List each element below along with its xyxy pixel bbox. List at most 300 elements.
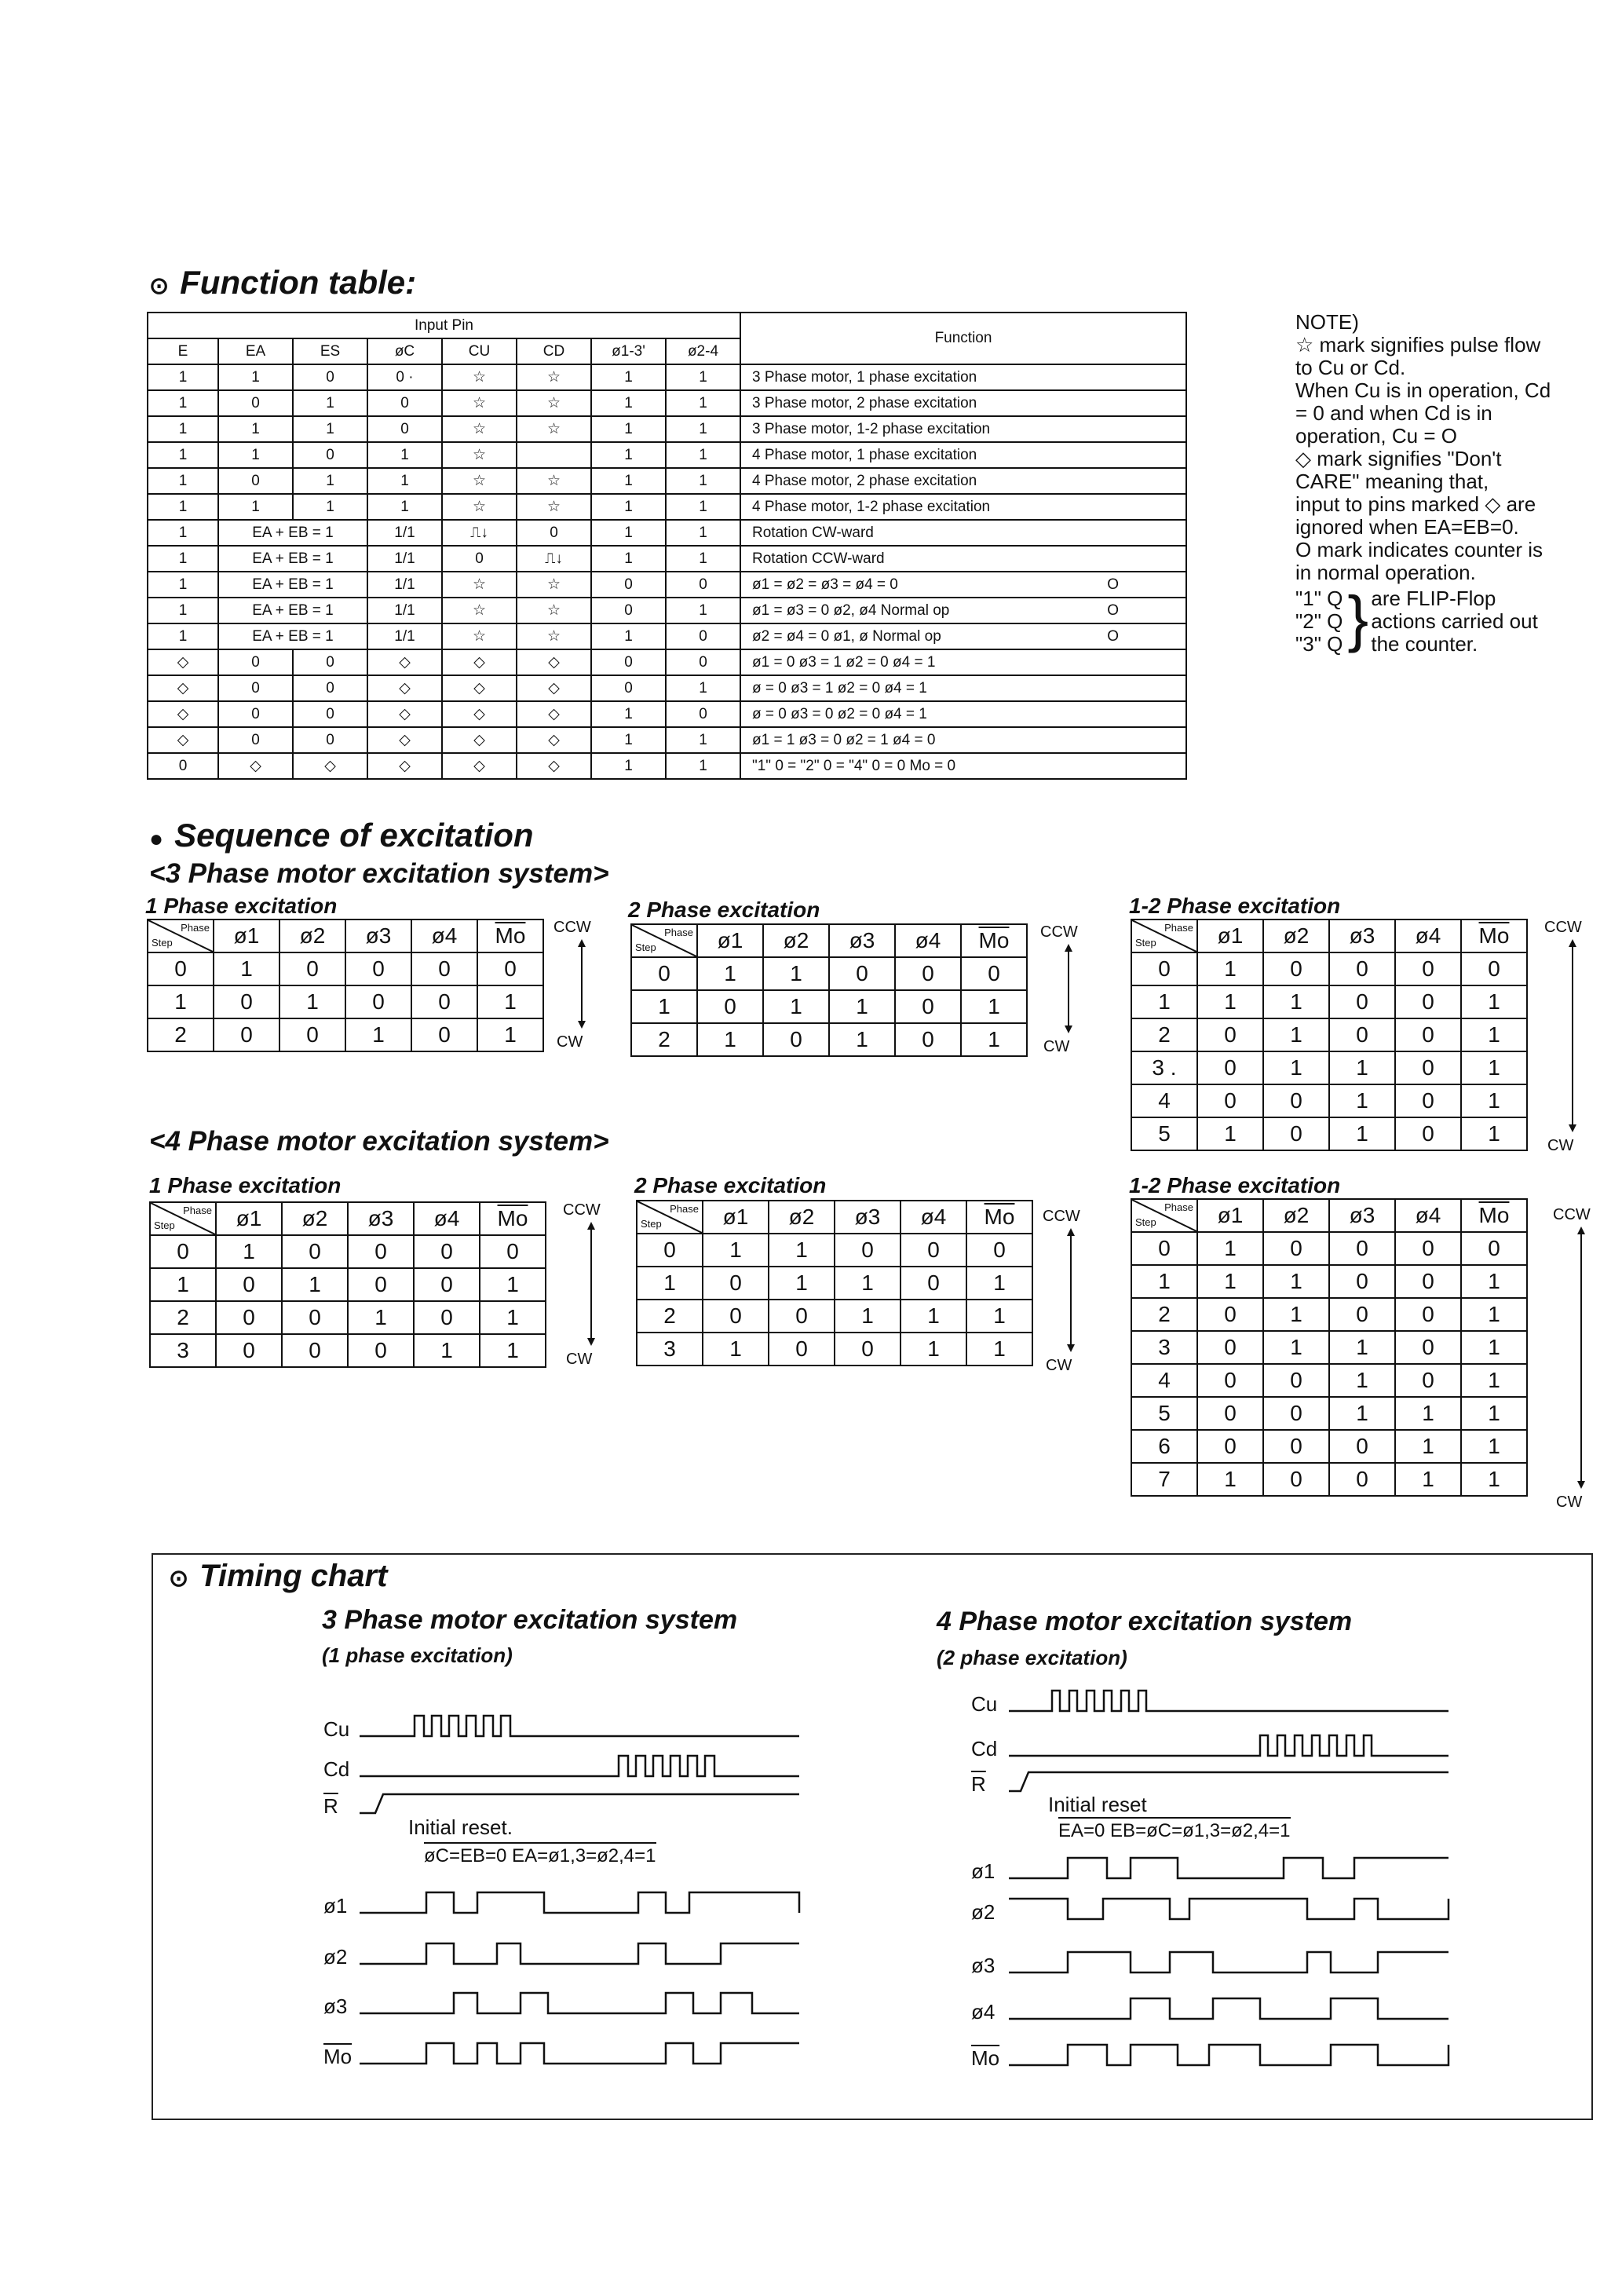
table-row [148, 442, 1186, 468]
table-cell [517, 442, 591, 468]
table-cell: 0 [1395, 1232, 1461, 1265]
table-cell: 1 [279, 985, 345, 1018]
table-cell: 0 [1131, 1232, 1197, 1265]
table-cell: 0 [901, 1267, 966, 1300]
phase-col-header: ø2 [1263, 919, 1329, 952]
table-cell: 1 [1461, 1364, 1527, 1397]
phase-label: Phase [664, 927, 693, 938]
waveform [360, 1709, 909, 1741]
table-cell: 1 [148, 442, 218, 468]
table-cell: 1 [150, 1268, 216, 1301]
direction-indicator [1553, 1206, 1616, 1517]
table-cell: EA + EB = 1 [218, 598, 367, 623]
table-cell: ◇ [148, 727, 218, 753]
table-cell: 0 [517, 520, 591, 546]
waveform-line [1009, 1998, 1448, 2019]
function-cell [740, 727, 1186, 753]
waveform [1009, 1729, 1558, 1760]
table-cell: 0 [279, 1018, 345, 1051]
table-cell: EA + EB = 1 [218, 520, 367, 546]
table-cell: 0 [414, 1268, 480, 1301]
table-row [150, 1235, 546, 1268]
table-cell: ◇ [367, 649, 442, 675]
phase-col-header: ø3 [835, 1201, 901, 1234]
table-cell: 0 [411, 985, 477, 1018]
table-cell: 0 [1197, 1364, 1263, 1397]
table-cell: 0 [1395, 1364, 1461, 1397]
table-cell: 0 [1197, 1397, 1263, 1430]
table-row [148, 364, 1186, 390]
table-row [631, 1023, 1027, 1056]
phase-col-header: ø2 [279, 919, 345, 952]
table-row [637, 1333, 1032, 1366]
table-cell: 0 [1395, 1018, 1461, 1051]
waveform-line [360, 1993, 799, 2013]
table-cell: 0 [763, 1023, 829, 1056]
note-q-text: are FLIP-Flop [1371, 587, 1496, 610]
table-cell: 1 [1461, 1430, 1527, 1463]
table-cell: 0 [591, 572, 666, 598]
function-cell [740, 520, 1186, 546]
table-cell: 1 [703, 1234, 769, 1267]
table-cell: ☆ [442, 494, 517, 520]
function-cell [740, 468, 1186, 494]
timing-right-sub: (2 phase excitation) [937, 1646, 1127, 1669]
table-cell: 0 [1263, 1463, 1329, 1496]
table-cell: ◇ [517, 649, 591, 675]
function-text: 3 Phase motor, 1 phase excitation [752, 368, 977, 386]
table-row [148, 675, 1186, 701]
table-cell: 1 [1131, 1265, 1197, 1298]
table-cell: 1 [148, 468, 218, 494]
table-cell: ◇ [442, 753, 517, 779]
table-cell: 1 [293, 468, 367, 494]
bullet-icon: ● [149, 826, 164, 852]
table-cell: 0 [480, 1235, 546, 1268]
waveform-line [360, 1943, 799, 1964]
phase-col-header: $\overline{Mo}$ [1461, 919, 1527, 952]
note-q-group [1295, 583, 1609, 656]
table-row [148, 952, 543, 985]
table-cell: 1 [1197, 1265, 1263, 1298]
step-label: Step [152, 937, 173, 949]
excitation-table [149, 1201, 546, 1368]
table-cell: 1 [1263, 1331, 1329, 1364]
table-cell: 0 [637, 1234, 703, 1267]
table-row [637, 1267, 1032, 1300]
table-cell: EA + EB = 1 [218, 546, 367, 572]
table-cell: 1 [1461, 1265, 1527, 1298]
table-cell: 1 [901, 1300, 966, 1333]
function-text: 3 Phase motor, 1-2 phase excitation [752, 420, 991, 437]
signal-label: ø3 [323, 1994, 348, 2018]
table-cell: 6 [1131, 1430, 1197, 1463]
signal-label: ø1 [971, 1859, 995, 1883]
phase-step-corner [148, 919, 214, 952]
table-cell: 3 . [1131, 1051, 1197, 1084]
table-cell: ◇ [148, 675, 218, 701]
function-text: ø1 = 1 ø3 = 0 ø2 = 1 ø4 = 0 [752, 731, 936, 748]
table-cell: 1 [666, 416, 740, 442]
waveform [360, 2037, 909, 2068]
table-cell: 1 [1461, 1397, 1527, 1430]
phase-col-header: ø4 [901, 1201, 966, 1234]
table-cell: 1 [966, 1333, 1032, 1366]
table-cell: 1 [901, 1333, 966, 1366]
function-cell [740, 364, 1186, 390]
table-cell: 1 [1461, 1051, 1527, 1084]
table-cell: 1 [591, 494, 666, 520]
waveform [1009, 1946, 1558, 1977]
phase-col-header: $\overline{Mo}$ [966, 1201, 1032, 1234]
table-cell: 1 [835, 1300, 901, 1333]
table-cell: 1 [703, 1333, 769, 1366]
table-cell: 1 [1263, 1051, 1329, 1084]
table-row [148, 985, 543, 1018]
function-cell [740, 494, 1186, 520]
timing-chart-box [152, 1553, 1593, 2120]
table-cell: 1 [1461, 1018, 1527, 1051]
table-cell: 0 [1329, 1018, 1395, 1051]
table-cell: 1 [148, 985, 214, 1018]
cw-label: CW [1547, 1137, 1574, 1154]
ccw-label: CCW [1040, 923, 1078, 941]
table-cell: 1 [666, 390, 740, 416]
phase-col-header: ø2 [769, 1201, 835, 1234]
table-cell: 1 [348, 1301, 414, 1334]
table-cell: 0 [218, 675, 293, 701]
table-cell: 1 [631, 990, 697, 1023]
table-cell: 0 [1263, 1084, 1329, 1117]
table-cell: 1 [218, 494, 293, 520]
table-cell: 1 [148, 572, 218, 598]
table-cell: ◇ [218, 753, 293, 779]
table-cell: 7 [1131, 1463, 1197, 1496]
table-cell: 1 [148, 623, 218, 649]
table-cell: 1 [763, 957, 829, 990]
phase-col-header: ø4 [414, 1202, 480, 1235]
table-cell: 1 [367, 468, 442, 494]
table-cell: 1 [666, 468, 740, 494]
table-row [1131, 1265, 1527, 1298]
table-cell: 0 [218, 468, 293, 494]
table-cell: 1 [1461, 1084, 1527, 1117]
signal-label: ø3 [971, 1954, 995, 1977]
table-cell: 1 [367, 442, 442, 468]
table-cell: 1 [367, 494, 442, 520]
bullet-icon: ⊙ [149, 273, 170, 299]
table-cell: ◇ [517, 753, 591, 779]
table-cell: 0 [1197, 1298, 1263, 1331]
function-table-title: ⊙ Function table: [149, 264, 417, 301]
note-line: to Cu or Cd. [1295, 356, 1406, 379]
signal-label: Cu [323, 1717, 350, 1741]
ccw-label: CCW [1043, 1208, 1080, 1225]
table-cell: ◇ [517, 675, 591, 701]
function-table-body [148, 364, 1186, 779]
reset-label: Initial reset. [408, 1815, 513, 1839]
table-cell: 1 [1461, 1117, 1527, 1150]
table-cell: 4 [1131, 1084, 1197, 1117]
ccw-label: CCW [553, 919, 591, 936]
col-header: E [148, 338, 218, 364]
bullet-icon: ⊙ [169, 1566, 189, 1592]
table-cell: 0 [666, 649, 740, 675]
table-cell: 0 [591, 675, 666, 701]
phase-col-header: ø1 [703, 1201, 769, 1234]
table-cell: 0 [1395, 1117, 1461, 1150]
table-cell: 0 [218, 727, 293, 753]
double-arrow-icon [583, 1222, 599, 1346]
table-row [1131, 952, 1527, 985]
col-header: CD [517, 338, 591, 364]
sys4-title: <4 Phase motor excitation system> [149, 1126, 609, 1157]
phase-step-corner [1131, 1199, 1197, 1232]
waveform [1009, 1852, 1558, 1883]
col-header: ES [293, 338, 367, 364]
double-arrow-icon [574, 939, 590, 1029]
table-cell: 0 [895, 957, 961, 990]
table-cell: 0 [1197, 1430, 1263, 1463]
phase-col-header: ø3 [1329, 919, 1395, 952]
table-row [148, 520, 1186, 546]
table-row [1131, 1331, 1527, 1364]
col-header: CU [442, 338, 517, 364]
cw-label: CW [1556, 1493, 1583, 1511]
signal-label: Cd [971, 1737, 998, 1760]
step-label: Step [154, 1219, 175, 1231]
timing-left-sub: (1 phase excitation) [322, 1643, 513, 1667]
function-text: 4 Phase motor, 2 phase excitation [752, 472, 977, 489]
table-cell: 1 [148, 364, 218, 390]
table-cell: 1 [835, 1267, 901, 1300]
excitation-caption: 2 Phase excitation [628, 898, 820, 922]
table-cell: 1 [829, 990, 895, 1023]
waveform [360, 1786, 909, 1818]
excitation-caption: 2 Phase excitation [634, 1173, 827, 1197]
table-cell: 1 [282, 1268, 348, 1301]
phase-col-header: $\overline{Mo}$ [480, 1202, 546, 1235]
table-cell: 0 [414, 1301, 480, 1334]
table-cell: 1 [1197, 1232, 1263, 1265]
table-row [1131, 1018, 1527, 1051]
table-cell: 1 [148, 416, 218, 442]
table-cell: ◇ [367, 753, 442, 779]
table-cell: ◇ [442, 701, 517, 727]
table-row [148, 598, 1186, 623]
phase-col-header: ø1 [1197, 1199, 1263, 1232]
table-cell: 1 [148, 390, 218, 416]
table-cell: 0 [345, 952, 411, 985]
function-cell [740, 442, 1186, 468]
table-row [148, 546, 1186, 572]
table-cell: 0 [1329, 1430, 1395, 1463]
table-cell: 0 [293, 364, 367, 390]
note-q-label: "1" Q [1295, 587, 1343, 610]
function-header: Function [740, 313, 1186, 364]
table-row [148, 416, 1186, 442]
excitation-caption: 1-2 Phase excitation [1129, 894, 1341, 918]
table-cell: ◇ [517, 701, 591, 727]
phase-col-header: ø3 [348, 1202, 414, 1235]
function-cell [740, 753, 1186, 779]
table-cell: 0 [1395, 1051, 1461, 1084]
table-cell: ◇ [442, 727, 517, 753]
excitation-header-row [1131, 919, 1527, 952]
table-cell: ☆ [517, 598, 591, 623]
table-cell: ☆ [517, 416, 591, 442]
cw-label: CW [557, 1033, 583, 1051]
table-cell: 1 [591, 623, 666, 649]
table-row [1131, 1397, 1527, 1430]
step-label: Step [1135, 937, 1156, 949]
table-cell: 1 [148, 598, 218, 623]
note-q-label: "2" Q [1295, 609, 1343, 633]
waveform-line [1009, 1735, 1448, 1756]
table-cell: 0 [961, 957, 1027, 990]
table-cell: 0 [1461, 1232, 1527, 1265]
table-cell: 0 [1329, 1463, 1395, 1496]
table-cell: 1 [1329, 1084, 1395, 1117]
table-row [1131, 1232, 1527, 1265]
table-cell: 0 [769, 1333, 835, 1366]
table-cell: ☆ [517, 623, 591, 649]
table-cell: 0 [895, 1023, 961, 1056]
table-cell: 0 [282, 1301, 348, 1334]
waveform-line [360, 1756, 799, 1776]
reset-equation: EA=0 EB=øC=ø1,3=ø2,4=1 [1058, 1817, 1291, 1842]
table-cell: ☆ [442, 442, 517, 468]
table-row [631, 957, 1027, 990]
table-cell: 1 [148, 494, 218, 520]
ccw-label: CCW [1553, 1206, 1591, 1223]
phase-step-corner [637, 1201, 703, 1234]
waveform [1009, 1684, 1558, 1716]
table-row [148, 623, 1186, 649]
waveform-line [1009, 2045, 1448, 2065]
note-line: NOTE) [1295, 310, 1359, 334]
table-cell: ☆ [517, 494, 591, 520]
table-cell: 0 [703, 1300, 769, 1333]
note-line: ☆ mark signifies pulse flow [1295, 333, 1541, 356]
table-cell: 1 [697, 1023, 763, 1056]
note-line: input to pins marked ◇ are [1295, 492, 1536, 516]
table-cell: ☆ [442, 390, 517, 416]
table-cell: 0 [1263, 1397, 1329, 1430]
waveform [1009, 1892, 1558, 1924]
table-cell: 1 [1131, 985, 1197, 1018]
input-pin-header: Input Pin [148, 313, 740, 338]
table-cell: 2 [637, 1300, 703, 1333]
table-cell: 1 [216, 1235, 282, 1268]
phase-label: Phase [1164, 1201, 1193, 1213]
table-cell: ☆ [442, 572, 517, 598]
table-cell: 1 [1461, 1298, 1527, 1331]
function-text: ø = 0 ø3 = 1 ø2 = 0 ø4 = 1 [752, 679, 927, 696]
table-cell: 0 [214, 985, 279, 1018]
table-cell: 1 [697, 957, 763, 990]
table-cell: 0 [703, 1267, 769, 1300]
table-cell: 0 [348, 1334, 414, 1367]
cw-label: CW [1043, 1038, 1070, 1055]
normal-op-mark: O [1107, 627, 1119, 645]
table-cell: 0 [1329, 1298, 1395, 1331]
waveform-line [360, 1892, 799, 1913]
table-cell: 1 [293, 494, 367, 520]
table-cell: 2 [148, 1018, 214, 1051]
phase-col-header: ø4 [1395, 1199, 1461, 1232]
waveform [360, 1987, 909, 2018]
table-cell: ◇ [442, 675, 517, 701]
table-cell: 1 [666, 727, 740, 753]
note-line: ignored when EA=EB=0. [1295, 515, 1519, 539]
table-cell: 0 [666, 623, 740, 649]
table-cell: 0 [282, 1235, 348, 1268]
table-cell: 3 [1131, 1331, 1197, 1364]
table-cell: 0 [218, 701, 293, 727]
reset-label: Initial reset [1048, 1793, 1147, 1816]
table-cell: 0 [1395, 1298, 1461, 1331]
table-cell: ◇ [367, 701, 442, 727]
table-cell: 0 [631, 957, 697, 990]
phase-label: Phase [181, 922, 210, 934]
table-cell: ◇ [517, 727, 591, 753]
double-arrow-icon [1063, 1228, 1079, 1352]
function-cell [740, 701, 1186, 727]
table-cell: ☆ [442, 623, 517, 649]
table-cell: 3 [150, 1334, 216, 1367]
direction-indicator [1544, 919, 1607, 1161]
signal-label: ø2 [971, 1900, 995, 1924]
table-cell: 1 [477, 1018, 543, 1051]
signal-label: $\overline{R}$ [971, 1772, 986, 1796]
table-cell: ☆ [442, 416, 517, 442]
note-q-text: the counter. [1371, 632, 1478, 656]
function-text: 4 Phase motor, 1-2 phase excitation [752, 498, 991, 515]
table-cell: 0 [148, 952, 214, 985]
table-cell: 0 [769, 1300, 835, 1333]
step-label: Step [635, 941, 656, 953]
table-cell: 1 [1263, 1018, 1329, 1051]
note-line: operation, Cu = O [1295, 424, 1457, 448]
step-label: Step [641, 1218, 662, 1230]
direction-indicator [1040, 923, 1103, 1062]
waveform [360, 1886, 909, 1918]
note-line: O mark indicates counter is [1295, 538, 1543, 561]
table-cell: EA + EB = 1 [218, 623, 367, 649]
phase-col-header: ø2 [1263, 1199, 1329, 1232]
table-cell: 1 [1263, 1298, 1329, 1331]
table-cell: 2 [1131, 1298, 1197, 1331]
table-cell: ☆ [442, 468, 517, 494]
direction-indicator [553, 919, 616, 1057]
excitation-table [147, 919, 544, 1052]
double-arrow-icon [1061, 944, 1076, 1033]
function-cell [740, 546, 1186, 572]
table-cell: 0 [216, 1301, 282, 1334]
table-cell: 0 [345, 985, 411, 1018]
table-cell: ☆ [517, 572, 591, 598]
table-cell: 0 [591, 649, 666, 675]
ccw-label: CCW [1544, 919, 1582, 936]
table-cell: 0 [666, 701, 740, 727]
table-cell: 1 [769, 1234, 835, 1267]
table-cell: 1 [218, 416, 293, 442]
table-cell: 1 [666, 494, 740, 520]
table-cell: 0 [293, 675, 367, 701]
phase-col-header: ø1 [697, 924, 763, 957]
table-row [148, 468, 1186, 494]
